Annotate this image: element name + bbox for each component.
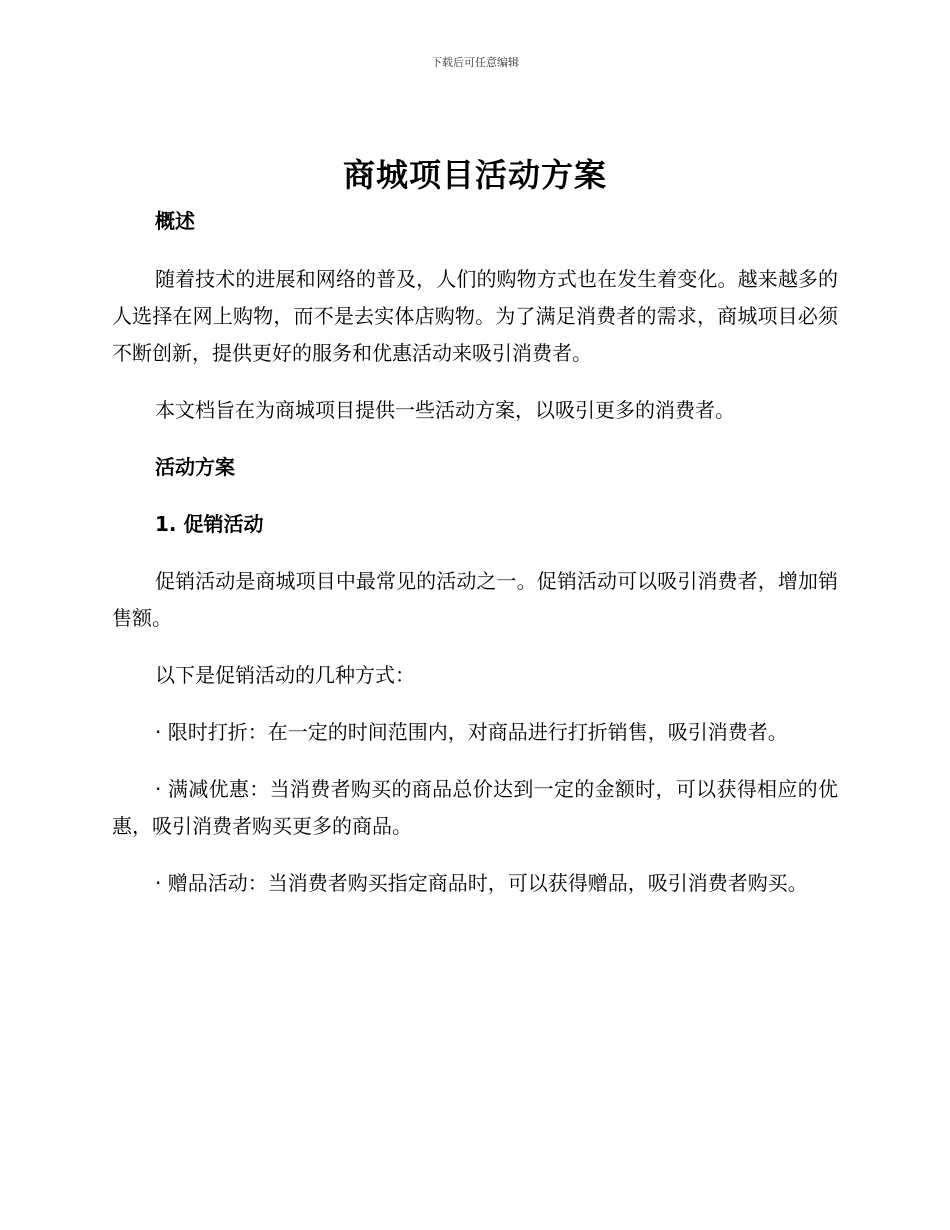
header-note: 下载后可任意编辑 bbox=[431, 56, 519, 69]
section-heading-plan: 活动方案 bbox=[155, 455, 235, 479]
bullet-item: · 满减优惠：当消费者购买的商品总价达到一定的金额时，可以获得相应的优惠，吸引消费者购买更多的商品。 bbox=[112, 777, 838, 838]
subsection-heading-promo: 1. 促销活动 bbox=[155, 512, 264, 536]
paragraph: 促销活动是商城项目中最常见的活动之一。促销活动可以吸引消费者，增加销售额。 bbox=[112, 569, 838, 630]
paragraph: 本文档旨在为商城项目提供一些活动方案，以吸引更多的消费者。 bbox=[155, 398, 735, 422]
section-heading-overview: 概述 bbox=[155, 209, 195, 233]
bullet-item: · 限时打折：在一定的时间范围内，对商品进行打折销售，吸引消费者。 bbox=[155, 720, 788, 744]
paragraph: 随着技术的进展和网络的普及，人们的购物方式也在发生着变化。越来越多的人选择在网上购物，而不是去实体店购物。为了满足消费者的需求，商城项目必须不断创新，提供更好的服务和优惠活动来吸引消费者。 bbox=[112, 267, 838, 365]
paragraph: 以下是促销活动的几种方式： bbox=[155, 663, 415, 687]
document-body bbox=[112, 203, 838, 902]
bullet-item: · 赠品活动：当消费者购买指定商品时，可以获得赠品，吸引消费者购买。 bbox=[155, 871, 808, 895]
document-title: 商城项目活动方案 bbox=[342, 156, 607, 194]
